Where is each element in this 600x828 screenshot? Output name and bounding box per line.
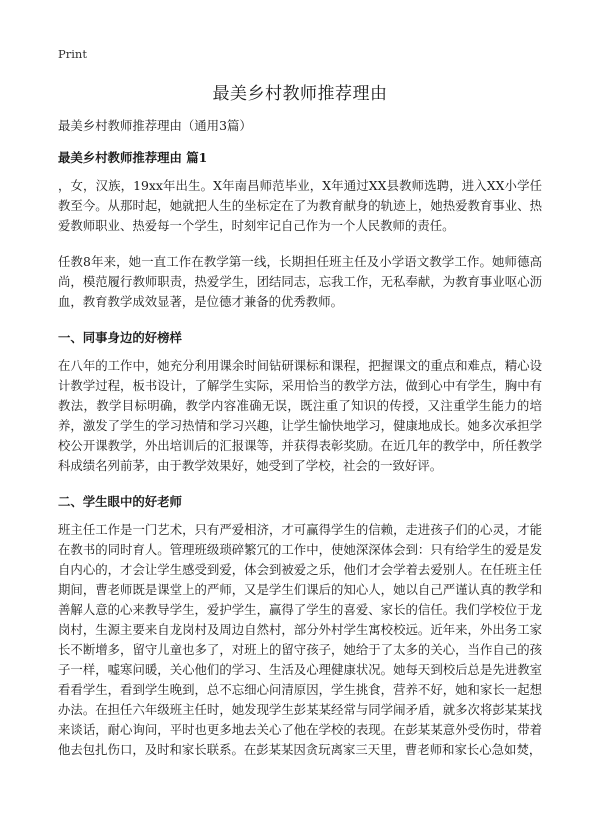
section-heading-colleagues: 一、同事身边的好榜样	[58, 330, 182, 345]
section-heading-students: 二、学生眼中的好老师	[58, 494, 182, 509]
paragraph-colleagues: 在八年的工作中，她充分利用课余时间钻研课标和课程，把握课文的重点和难点，精心设计教学过程，板书设计，了解学生实际，采用恰当的教学方法，做到心中有学生，胸中有教法，教学目标明确，教学内容准确无误，既注重了知识的传授，又注重学生能力的培养，激发了学生的学习热情和学习兴趣，让学生愉快地学习，健康地成长。她多次承担学校公开课教学，外出培训后的汇报课等，并获得表彰奖励。在近几年的教学中，所任教学科成绩名列前茅，由于教学效果好，她受到了学校，社会的一致好评。	[58, 358, 542, 473]
document-body	[58, 116, 542, 776]
paragraph-students: 班主任工作是一门艺术，只有严爱相济，才可赢得学生的信赖，走进孩子们的心灵，才能在教书的同时育人。管理班级琐碎繁冗的工作中，使她深深体会到：只有给学生的爱是发自内心的，才会让学生感受到爱，体会到被爱之乐，他们才会学着去爱别人。在任班主任期间，曹老师既是课堂上的严师，又是学生们课后的知心人，她以自己严谨认真的教学和善解人意的心来教导学生，爱护学生，赢得了学生的喜爱、家长的信任。我们学校位于龙岗村，生源主要来自龙岗村及周边自然村，部分外村学生寓校校远。近年来，外出务工家长不断增多，留守儿童也多了，对班上的留守孩子，她给于了太多的关心，当作自己的孩子一样，嘘寒问暖，关心他们的学习、生活及心理健康状况。她每天到校后总是先进教室看看学生，看到学生晚到，总不忘细心问清原因，学生挑食，营养不好，她和家长一起想办法。在担任六年级班主任时，她发现学生彭某某经常与同学闹矛盾，就多次将彭某某找来谈话，耐心询问，平时也更多地去关心了他在学校的表现。在彭某某意外受伤时，带着他去包扎伤口，及时和家长联系。在彭某某因贪玩离家三天里，曹老师和家长心急如焚，	[58, 522, 542, 757]
print-link[interactable]: Print	[58, 47, 87, 61]
paragraph-intro: ，女，汉族，19xx年出生。X年南昌师范毕业，X年通过XX县教师选聘，进入XX小学任教至今。从那时起，她就把人生的坐标定在了为教育献身的轨迹上，她热爱教育事业、热爱教师职业、热爱每一个学生，时刻牢记自己作为一个人民教师的责任。	[58, 178, 542, 233]
article-heading: 最美乡村教师推荐理由 篇1	[58, 150, 208, 165]
document-subtitle: 最美乡村教师推荐理由（通用3篇）	[58, 118, 252, 133]
document-title: 最美乡村教师推荐理由	[212, 84, 388, 104]
paragraph-teaching: 任教8年来，她一直工作在教学第一线，长期担任班主任及小学语文教学工作。她师德高尚，模范履行教师职责，热爱学生，团结同志，忘我工作，无私奉献，为教育事业呕心沥血，教育教学成效显著，是位德才兼备的优秀教师。	[58, 254, 542, 309]
